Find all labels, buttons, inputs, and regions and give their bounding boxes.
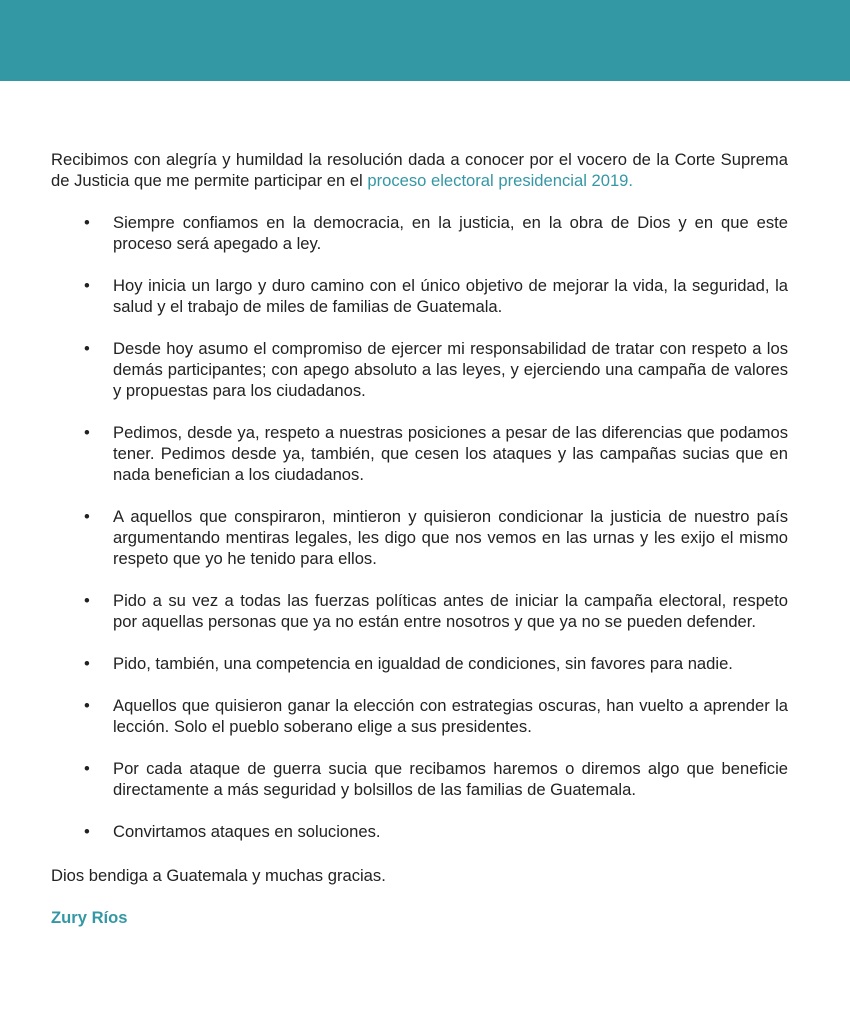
point-text: Pido a su vez a todas las fuerzas políticas antes de iniciar la campaña electoral, respeto por aquellas personas que ya no están entre nosotros y que ya no se pueden defender. [113,591,788,631]
statement-point [51,275,788,317]
statement-point [51,653,788,674]
bullet-icon: • [84,276,90,295]
bullet-icon: • [84,591,90,610]
bullet-icon: • [84,213,90,232]
header-band [0,0,850,81]
statement-point [51,338,788,401]
bullet-icon: • [84,423,90,442]
point-text: A aquellos que conspiraron, mintieron y quisieron condicionar la justicia de nuestro país argumentando mentiras legales, les digo que nos vemos en las urnas y les exijo el mismo respeto que yo he tenido para ellos. [113,507,788,568]
point-text: Convirtamos ataques en soluciones. [113,822,381,841]
statement-point [51,695,788,737]
point-text: Siempre confiamos en la democracia, en la justicia, en la obra de Dios y en que este proceso será apegado a ley. [113,213,788,253]
closing-line: Dios bendiga a Guatemala y muchas gracias. [51,866,386,885]
point-text: Hoy inicia un largo y duro camino con el único objetivo de mejorar la vida, la seguridad, la salud y el trabajo de miles de familias de Guatemala. [113,276,788,316]
point-text: Aquellos que quisieron ganar la elección con estrategias oscuras, han vuelto a aprender la lección. Solo el pueblo soberano elige a sus presidentes. [113,696,788,736]
statement-point [51,821,788,842]
intro-highlight: proceso electoral presidencial 2019. [367,171,634,190]
intro-paragraph [51,149,788,191]
statement-point [51,506,788,569]
point-text: Desde hoy asumo el compromiso de ejercer mi responsabilidad de tratar con respeto a los demás participantes; con apego absoluto a las leyes, y ejerciendo una campaña de valores y propuestas para los ciudadanos. [113,339,788,400]
bullet-icon: • [84,339,90,358]
intro-text: Recibimos con alegría y humildad la resolución dada a conocer por el vocero de la Corte Suprema de Justicia que me permite participar en el [51,150,788,190]
statement-point [51,212,788,254]
bullet-icon: • [84,696,90,715]
statement-point [51,422,788,485]
statement-points-list [51,212,788,842]
statement-body [51,149,788,928]
bullet-icon: • [84,822,90,841]
point-text: Pedimos, desde ya, respeto a nuestras posiciones a pesar de las diferencias que podamos tener. Pedimos desde ya, también, que cesen los ataques y las campañas sucias que en nada benefician a los ciudadanos. [113,423,788,484]
statement-point [51,758,788,800]
bullet-icon: • [84,759,90,778]
statement-point [51,590,788,632]
point-text: Por cada ataque de guerra sucia que recibamos haremos o diremos algo que beneficie directamente a más seguridad y bolsillos de las familias de Guatemala. [113,759,788,799]
signature: Zury Ríos [51,908,128,927]
bullet-icon: • [84,654,90,673]
bullet-icon: • [84,507,90,526]
point-text: Pido, también, una competencia en igualdad de condiciones, sin favores para nadie. [113,654,733,673]
